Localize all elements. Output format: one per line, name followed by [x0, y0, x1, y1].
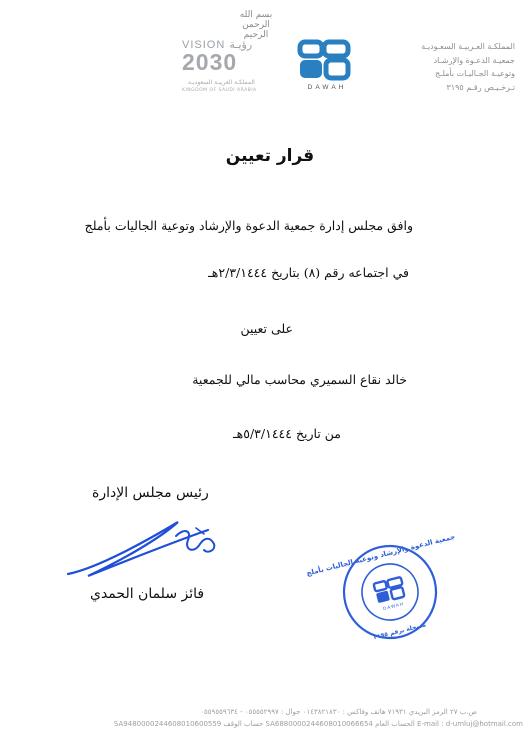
org-line: جمعيـة الدعـوة والإرشـاد [433, 55, 515, 65]
org-line: تـرخـيـص رقـم ٣١٩٥ [446, 82, 515, 92]
stamp-ring-text: جمعية الدعوة والإرشاد وتوعية الجاليات بأملج [305, 532, 457, 578]
decision-line-appointment: على تعيين [240, 321, 293, 336]
signatory-title: رئيس مجلس الإدارة [92, 485, 209, 501]
basmala: بسم الله الرحمن الرحيم [239, 10, 273, 40]
dawah-logo-icon [296, 38, 356, 84]
vision-subtitle-en: KINGDOM OF SAUDI ARABIA [182, 88, 257, 93]
dawah-logo-text: DAWAH [307, 84, 347, 91]
decision-line-meeting: في اجتماعه رقم (٨) بتاريخ ٢/٣/١٤٤٤هـ [208, 265, 409, 280]
org-line: المملكـة العـربيـة السعـوديـة [421, 42, 515, 51]
decision-line-approval: وافق مجلس إدارة جمعية الدعوة والإرشاد وتوعية الجاليات بأملج [84, 218, 413, 233]
organization-header [375, 40, 515, 94]
association-stamp [305, 532, 457, 642]
handwritten-signature [58, 510, 228, 590]
document-title: قرار تعيين [225, 146, 315, 166]
dawah-logo [296, 38, 356, 96]
decision-line-appointee: خالد نقاع السميري محاسب مالي للجمعية [192, 372, 407, 387]
stamp-logo-text: DAWAH [382, 601, 405, 612]
vision-year: 2030 [182, 49, 238, 75]
footer-contact-line: ص.ب ٢٧ الرمز البريدي ٧١٩٣١ هاتف وفاكس : ٠١٤٣٨٢١٨٣٠ جوال : ٠٥٥٥٥٢٩٩٧ - ٠٥٥٩٥٥٩٦٣٤ [200, 708, 477, 716]
stamp-bottom-text: مسجلة برقم ٣١٩٥ [372, 621, 427, 642]
vision-subtitle-ar: المملكـة العربيـة السعوديـة [188, 79, 255, 86]
vision-2030-logo [178, 38, 274, 98]
org-line: وتوعيـة الجـاليـات بأملـج [434, 69, 515, 78]
decision-line-effective-date: من تاريخ ٥/٣/١٤٤٤هـ [232, 426, 341, 441]
vision-title: VISION رؤيـة [182, 39, 253, 51]
footer-bank-email-line: SA9480000244608010600559 حساب الوقف SA6880000244608010066654 الحساب العام E-mail : d-umluj@hotmail.com [113, 720, 523, 728]
document-footer [0, 702, 529, 743]
signatory-name: فائز سلمان الحمدي [90, 586, 205, 602]
